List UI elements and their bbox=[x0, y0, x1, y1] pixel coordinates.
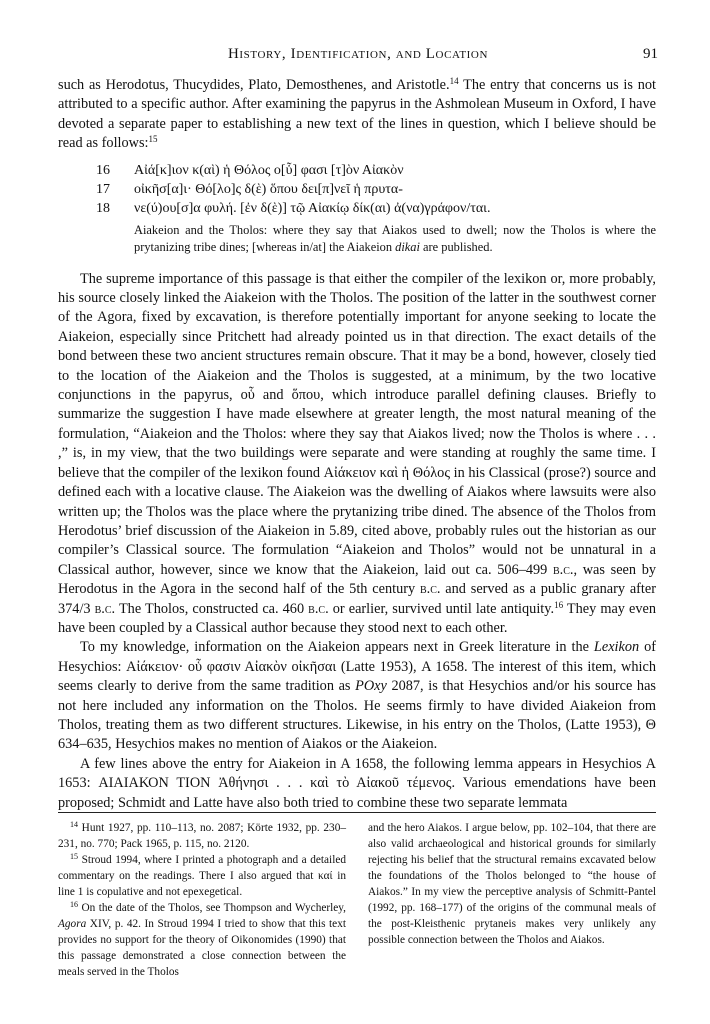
footnote-ref-14[interactable]: 14 bbox=[449, 76, 459, 86]
paragraph-lemma: A few lines above the entry for Aiakeion in A 1658, the following lemma appears in Hesychios A 1653: ΑΙΑΙΑΚΟΝ ΤΙΟΝ Ἀθήνησι . . . καὶ τὸ Αἰακοῦ τέμενος. Various emendations have been proposed; Schmidt and Latte have also both tried to combine these two separate lemmata bbox=[58, 755, 656, 811]
page-number: 91 bbox=[643, 46, 658, 62]
footnote-column-left bbox=[58, 820, 346, 980]
footnote-column-right bbox=[368, 820, 656, 980]
greek-text: Αἰά[κ]ιον κ(αὶ) ἡ Θόλος ο[ὗ] φασι [τ]ὸν Αἰακὸν bbox=[134, 162, 404, 178]
main-text bbox=[58, 76, 656, 813]
line-number: 18 bbox=[96, 200, 110, 216]
paragraph-importance: The supreme importance of this passage is that either the compiler of the lexikon or, more probably, his source closely linked the Aiakeion with the Tholos. The position of the latter in the southwest corner of the Agora, fixed by excavation, is therefore potentially important for anyone seeking to locate the Aiakeion, especially since Pritchett had already pointed us in that direction. The exact details of the bond between these two ancient structures remain obscure. That it may be a bond, however, closely tied to the location of the Aiakeion and the Tholos is suggested, at a minimum, by the two locative conjunctions in the papyrus, οὗ and ὅπου, which introduce parallel defining clauses. Briefly to summarize the suggestion I have made elsewhere at greater length, the most natural meaning of the formulation, “Aiakeion and the Tholos: where they say that Aiakos lived; now the Tholos is where . . . ,” is, in my view, that the two buildings were separate and were standing at roughly the same time. I believe that the compiler of the lexikon found Αἰάκειον καὶ ἡ Θόλος in his Classical (prose?) source and defined each with a locative clause. The Aiakeion was the dwelling of Aiakos where lawsuits were also written up; the Tholos was the place where the prytanizing tribe dined. The absence of the Tholos from Herodotus’ brief discussion of the Aiakeion in 5.89, cited above, probably rules out the historian as our compiler’s Classical source. The formulation “Aiakeion and Tholos” would not be unnatural in a Classical author, however, since we know that the Aiakeion, laid out ca. 506–499 b.c., was seen by Herodotus in the Agora in the second half of the 5th century b.c. and served as a public granary after 374/3 b.c. The Tholos, constructed ca. 460 b.c. or earlier, survived until late antiquity.$^{16}$ They may even have been coupled by a Classical author because they stood next to each other. bbox=[58, 270, 656, 636]
footnote-rule bbox=[58, 812, 656, 813]
line-number: 17 bbox=[96, 181, 110, 197]
papyrus-line bbox=[96, 180, 656, 199]
footnote-14: $^{14}$ Hunt 1927, pp. 110–113, no. 2087; Körte 1932, pp. 230–231, no. 770; Pack 1965, p. 115, no. 2120. bbox=[58, 820, 346, 850]
line-number: 16 bbox=[96, 162, 110, 178]
running-title: History, Identification, and Location bbox=[227, 46, 489, 62]
papyrus-line bbox=[96, 161, 656, 180]
running-head bbox=[58, 46, 658, 66]
intro-paragraph: such as Herodotus, Thucydides, Plato, Demosthenes, and Aristotle.$^{14}$ The entry that concerns us is not attributed to a specific author. After examining the papyrus in the Ashmolean Museum in Oxford, I have devoted a separate paper to establishing a new text of the lines in question, which I believe should be read as follows:$^{15}$ bbox=[58, 76, 656, 152]
footnote-16-continued: and the hero Aiakos. I argue below, pp. 102–104, that there are also valid archaeological and historical grounds for similarly rejecting his belief that the structural remains excavated below the foundations of the Tholos belonged to “the house of Aiakos.” In my view the perceptive analysis of Schmitt-Pantel (1992, pp. 168–177) of the origins of the communal meals of the post-Kleisthenic prytaneis makes very unlikely any possible connection between the Tholos and Aiakos. bbox=[368, 822, 656, 946]
greek-text: οἰκῆσ[α]ι· Θό[λο]ς δ(ὲ) ὅπου δει[π]νεῖ ἡ πρυτα- bbox=[134, 181, 403, 197]
translation: Aiakeion and the Tholos: where they say that Aiakos used to dwell; now the Tholos is where the prytanizing tribe dines; [whereas in/at] the Aiakeion dikai are published. bbox=[134, 222, 656, 254]
footnote-16: $^{16}$ On the date of the Tholos, see Thompson and Wycherley, Agora XIV, p. 42. In Stroud 1994 I tried to show that this text provides no support for the theory of Oikonomides (1990) that this passage demonstrated a close connection between the meals served in the Tholos bbox=[58, 900, 347, 978]
papyrus-block bbox=[96, 161, 656, 256]
footnote-ref-16[interactable]: 16 bbox=[554, 599, 564, 610]
footnotes bbox=[58, 820, 656, 980]
greek-text: νε(ύ)ου[σ]α φυλή. [ἐν δ(ὲ)] τῷ Αἰακίῳ δίκ(αι) ἀ(να)γράφον/ται. bbox=[134, 200, 491, 216]
footnote-ref-15[interactable]: 15 bbox=[148, 134, 158, 145]
footnote-15: $^{15}$ Stroud 1994, where I printed a photograph and a detailed commentary on the readings. There I also argued that καί in line 1 is copulative and not epexegetical. bbox=[58, 852, 346, 898]
paragraph-hesychios: To my knowledge, information on the Aiakeion appears next in Greek literature in the Lexikon of Hesychios: Αἰάκειον· οὗ φασιν Αἰακὸν οἰκῆσαι (Latte 1953), A 1658. The interest of this item, which seems clearly to derive from the same tradition as POxy 2087, is that Hesychios and/or his source has not here included any information on the Tholos. He seems firmly to have divided Aiakeion from Tholos, treating them as two different structures. Likewise, in his entry on the Tholos, (Latte 1953), Θ 634–635, Hesychios makes no mention of Aiakos or the Aiakeion. bbox=[58, 639, 656, 753]
papyrus-line bbox=[96, 199, 656, 218]
